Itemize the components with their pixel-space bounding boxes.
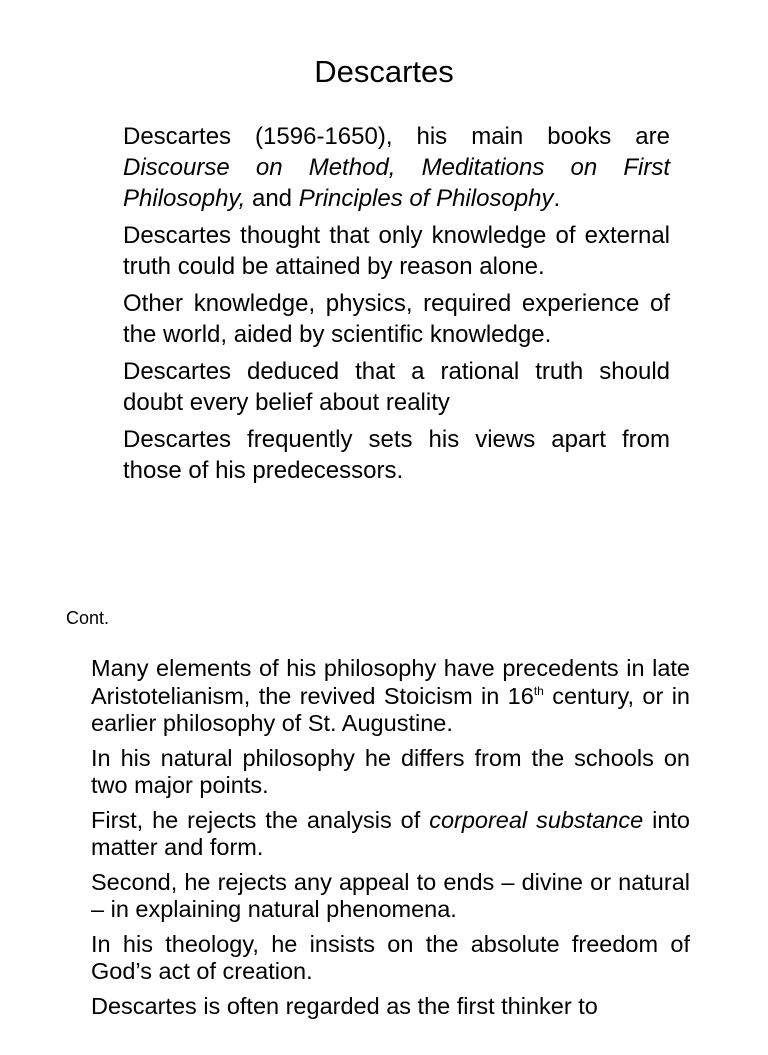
page-title: Descartes — [314, 54, 454, 89]
continued-label: Cont. — [66, 608, 110, 628]
paragraph-theology: In his theology, he insists on the absolute freedom of God’s act of creation. — [91, 930, 690, 984]
ordinal-superscript: th — [533, 683, 544, 698]
first-point-text: First, he rejects the analysis of — [91, 806, 430, 833]
paragraph-elements-precedents — [91, 655, 690, 738]
paragraph-first-thinker: Descartes is often regarded as the first thinker to — [91, 992, 598, 1019]
precedents-text: Many elements of his philosophy have precedents in late Aristotelianism, the revived Stoicism in 16 — [91, 655, 690, 709]
paragraph-physics-experience: Other knowledge, physics, required experience of the world, aided by scientific knowledge. — [123, 290, 670, 348]
section-descartes-overview — [123, 121, 670, 492]
matter-form-text: into matter and form. — [91, 806, 691, 860]
paragraph-appeal-to-ends: Second, he rejects any appeal to ends – divine or natural – in explaining natural phenomena. — [91, 868, 690, 922]
principles-title-italic: Principles of Philosophy — [298, 185, 554, 212]
corporeal-substance-italic: corporeal substance — [429, 806, 644, 833]
paragraph-corporeal-substance — [91, 807, 690, 862]
section-continued — [91, 655, 690, 1055]
paragraph-rational-doubt: Descartes deduced that a rational truth should doubt every belief about reality — [123, 358, 670, 416]
paragraph-natural-philosophy: In his natural philosophy he differs from the schools on two major points. — [91, 744, 690, 798]
paragraph-main-books — [123, 121, 670, 214]
main-books-text: Descartes (1596-1650), his main books are — [123, 123, 670, 150]
conjunction-text: and — [245, 185, 299, 212]
paragraph-reason-alone: Descartes thought that only knowledge of external truth could be attained by reason alone. — [123, 222, 670, 280]
paragraph-predecessors: Descartes frequently sets his views apart from those of his predecessors. — [123, 426, 670, 484]
book-titles-italic: Discourse on Method, Meditations on First Philosophy, — [123, 154, 670, 212]
period-text: . — [553, 185, 561, 212]
augustine-text: century, or in earlier philosophy of St. Augustine. — [91, 682, 690, 736]
